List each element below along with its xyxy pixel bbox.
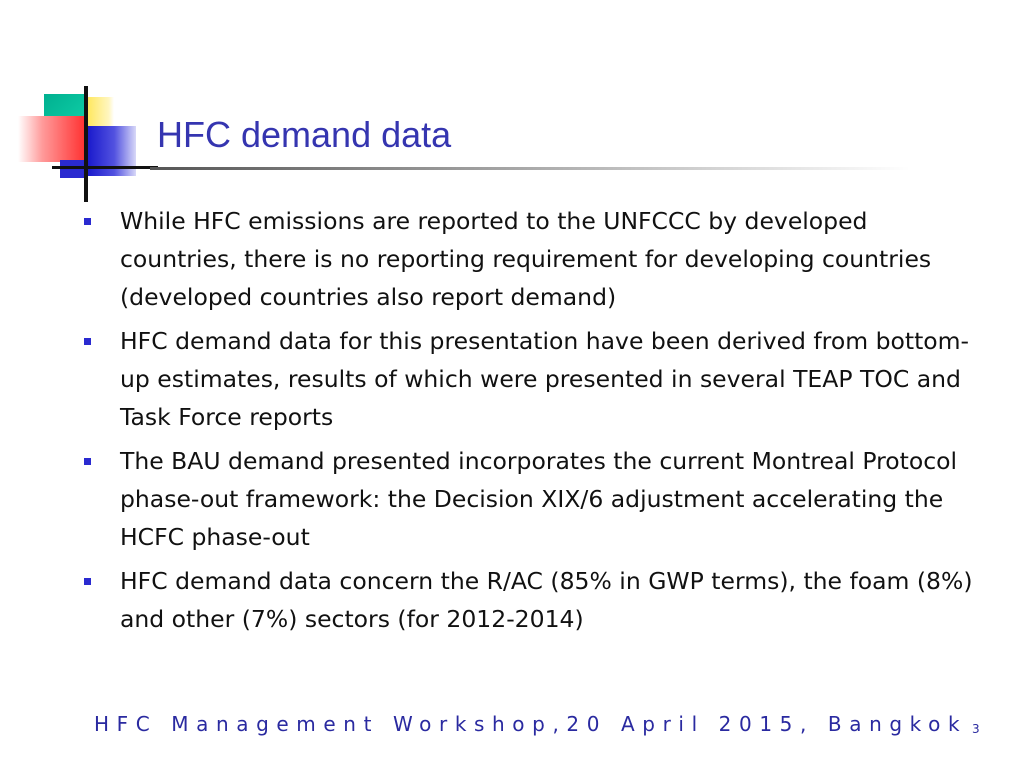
bullet-list [80,202,990,644]
bullet-item [80,562,990,638]
square-bullet-icon [84,218,91,225]
square-bullet-icon [84,458,91,465]
footer-text: HFC Management Workshop,20 April 2015, Bangkok [94,712,968,736]
slide-title: HFC demand data [157,114,452,155]
title-underline [150,167,910,170]
decorative-logo [0,0,200,210]
logo-horizontal-line [52,166,158,169]
page-number: 3 [972,722,980,736]
square-bullet-icon [84,578,91,585]
bullet-item [80,322,990,436]
red-block [18,116,88,162]
bullet-text: While HFC emissions are reported to the UNFCCC by developed countries, there is no reporting requirement for developing countries (developed countries also report demand) [120,207,932,311]
bullet-item [80,202,990,316]
yellow-block [88,97,114,127]
bullet-text: The BAU demand presented incorporates the current Montreal Protocol phase-out framework: the Decision XIX/6 adjustment accelerating the HCFC phase-out [120,447,958,551]
bullet-text: HFC demand data for this presentation have been derived from bottom-up estimates, results of which were presented in several TEAP TOC and Task Force reports [120,327,970,431]
square-bullet-icon [84,338,91,345]
bullet-text: HFC demand data concern the R/AC (85% in GWP terms), the foam (8%) and other (7%) sectors (for 2012-2014) [120,567,973,633]
logo-vertical-line [84,86,88,202]
bullet-item [80,442,990,556]
